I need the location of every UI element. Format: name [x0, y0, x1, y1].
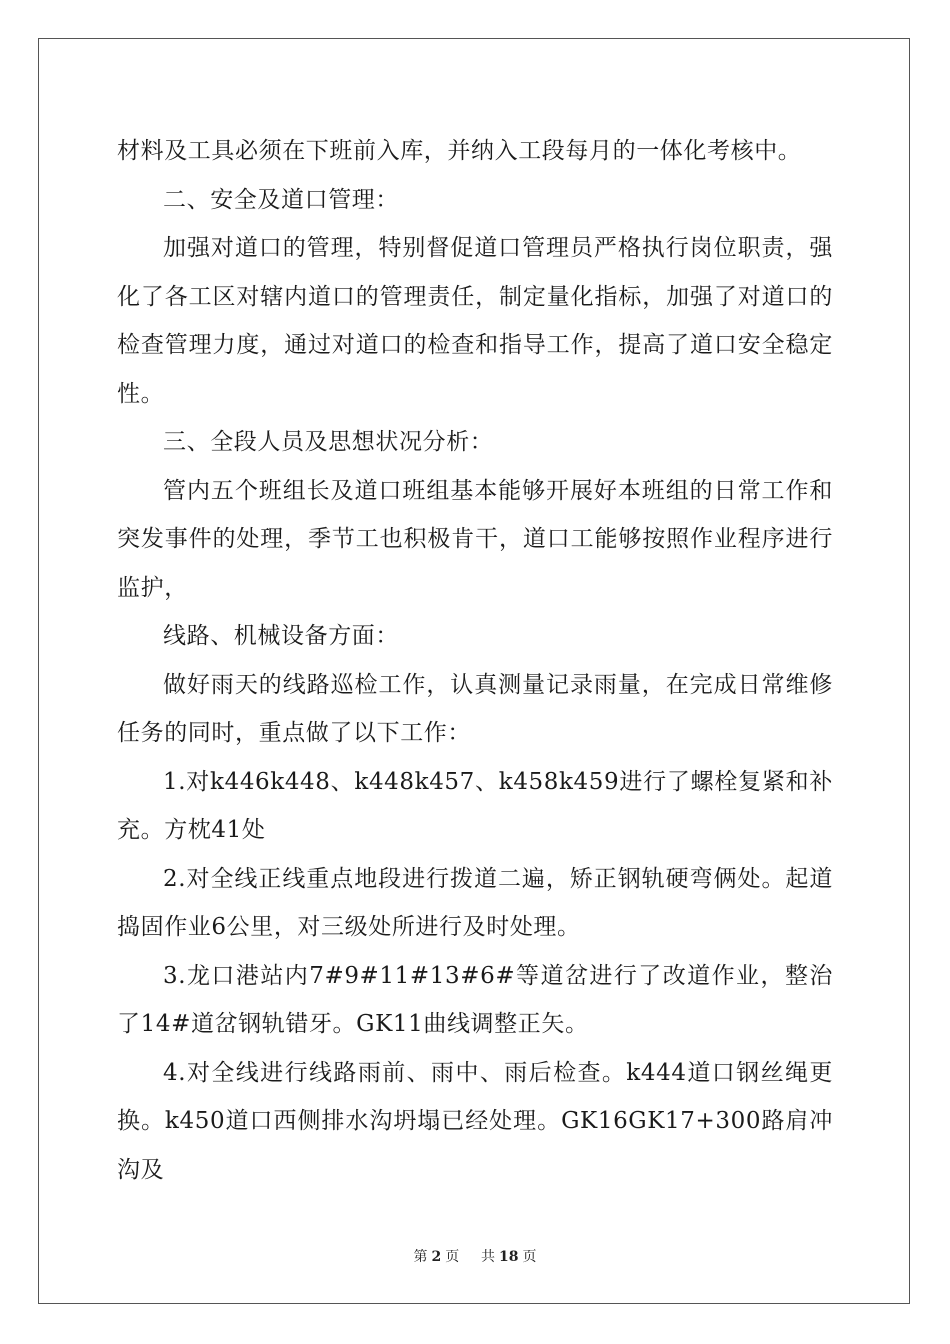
document-body	[117, 127, 833, 1194]
paragraph-3: 加强对道口的管理，特别督促道口管理员严格执行岗位职责，强化了各工区对辖内道口的管理责任，制定量化指标，加强了对道口的检查管理力度，通过对道口的检查和指导工作，提高了道口安全稳定性。	[117, 235, 833, 407]
list-item-1: 1.对k446k448、k448k457、k458k459进行了螺栓复紧和补充。方枕41处	[117, 768, 833, 843]
page-footer	[0, 1246, 950, 1266]
section-heading-safety: 二、安全及道口管理：	[163, 186, 399, 213]
footer-current-page: 2	[431, 1249, 442, 1265]
paragraph-1: 材料及工具必须在下班前入库，并纳入工段每月的一体化考核中。	[117, 138, 802, 164]
list-item-2: 2.对全线正线重点地段进行拨道二遍，矫正钢轨硬弯俩处。起道捣固作业6公里，对三级处所进行及时处理。	[117, 865, 833, 940]
list-item-3: 3.龙口港站内7#9#11#13#6#等道岔进行了改道作业，整治了14#道岔钢轨错牙。GK11曲线调整正矢。	[117, 962, 833, 1037]
footer-total-pages: 18	[499, 1249, 519, 1265]
footer-total-prefix: 共	[481, 1249, 496, 1265]
footer-prefix: 第	[413, 1249, 428, 1265]
footer-page-suffix: 页	[445, 1249, 460, 1265]
paragraph-7: 做好雨天的线路巡检工作，认真测量记录雨量，在完成日常维修任务的同时，重点做了以下工作：	[117, 671, 833, 746]
section-heading-equipment: 线路、机械设备方面：	[163, 623, 399, 649]
list-item-4: 4.对全线进行线路雨前、雨中、雨后检查。k444道口钢丝绳更换。k450道口西侧排水沟坍塌已经处理。GK16GK17+300路肩冲沟及	[117, 1059, 833, 1183]
footer-total-suffix: 页	[522, 1249, 537, 1265]
paragraph-5: 管内五个班组长及道口班组基本能够开展好本班组的日常工作和突发事件的处理，季节工也积极肯干，道口工能够按照作业程序进行监护，	[117, 477, 833, 601]
section-heading-personnel: 三、全段人员及思想状况分析：	[163, 429, 494, 455]
